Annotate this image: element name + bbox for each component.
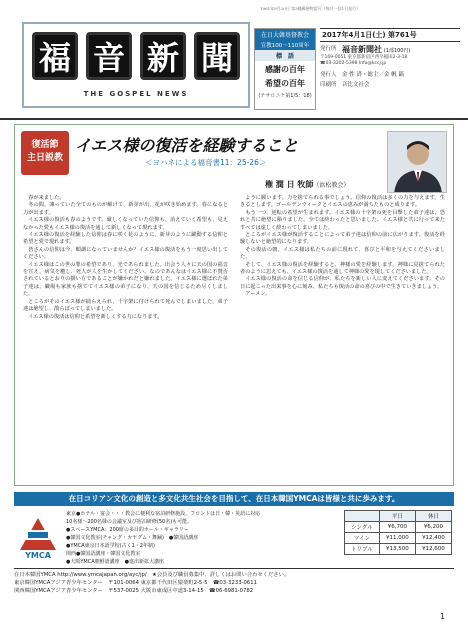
paragraph: イエス様はこの世の罪の希望であり、光であられました。出会う人々に天の国の福音を宣え、病気を癒し、死人が人を生かしてください。なのであんなはイエス様に不賛否されているとおりの掛い方であることが嫌かれだと嫌れました。イエス様に選ばれた弟子達は、職場も家族も捨ててイエス様の弟子になり、天の国を信じるため尽くしました。 — [23, 261, 228, 298]
theme-slogan2: 希望の百年 — [265, 79, 305, 88]
theme-ref: (テサロニケ第1/5：18) — [258, 93, 312, 99]
ymca-contact — [14, 568, 454, 604]
ymca-banner: 在日コリアン文化の創造と多文化共生社会を目指して、在日本韓国YMCAは皆様と共に歩みます。 — [14, 492, 454, 506]
room-type: ツイン — [345, 533, 380, 544]
publisher-phone: ☎03-3202-5398 Info@kccj.jp — [320, 61, 387, 67]
title-char-4: 聞 — [194, 32, 240, 80]
paragraph: イエス様の復活を経験した信仰は春に咲く花のように、新芽のように躍動する信仰と希望と愛で現れます。 — [23, 232, 228, 246]
price-header: 休日 — [415, 511, 451, 522]
printer-name: 音比文社会 — [342, 81, 370, 88]
service-line: 10名様～200名様の会議室及び宿泊研修(50名)も可能。 — [66, 519, 193, 525]
article-headline: イエス様の復活を経験すること — [75, 136, 299, 155]
theme-label: 標 語 — [255, 50, 315, 61]
article-column-2 — [240, 195, 445, 299]
ymca-logo-text: YMCA — [25, 551, 51, 560]
title-char-2: 音 — [86, 32, 132, 80]
price-holiday: ¥6,200 — [415, 522, 451, 533]
paragraph: アーメン。 — [245, 291, 271, 298]
contact-line: 関西韓国YMCAアジア青少年センター 〒537-0025 大阪市東成区中道3-14-15 ☎06-6981-0782 — [14, 588, 254, 594]
room-type: トリプル — [345, 544, 380, 555]
paragraph: 冬の間、凍っていた全てのものが解けて、新芽が出、花が咲き始めます。春になると力が出ます。 — [23, 202, 228, 216]
theme-line2: 宣教100〜110周年 — [255, 40, 315, 50]
price-header — [345, 511, 380, 522]
publisher-note: (1部100円) — [383, 48, 411, 54]
service-line: 関西●韓国語講座・韓国文化教室 — [66, 551, 141, 557]
issue-date: 2017年4月1日(土) 第761号 — [320, 28, 460, 42]
paragraph: 春が来ました。 — [28, 195, 65, 201]
editor-name: 金 性 済・総主／金 帆 鎬 — [342, 71, 404, 78]
registration-line: 1961年9月20日 第3種郵便物認可（毎月一回1日発行） — [260, 6, 361, 11]
newspaper-title — [32, 32, 240, 82]
paragraph: ところがそのイエス様が捕らえられ、十字架に付けられて死んでしまいました。弟子達は絶望し、散らばってしまいました。 — [23, 298, 228, 313]
room-price-table — [344, 510, 452, 555]
ymca-services — [66, 510, 326, 566]
service-line: ●大阪YMCA朝鮮語講座 ●進出新拡大講座 — [66, 559, 165, 565]
article-column-1 — [23, 195, 228, 321]
paragraph: 皆さんの信仰は今、順調になっていませんか？イエス様の復活をもう一度思い出してください。 — [23, 246, 228, 261]
theme-slogan1: 感謝の百年 — [265, 65, 305, 74]
room-type: シングル — [345, 522, 380, 533]
author-name-text: 権 潤 日 牧師 — [265, 179, 314, 189]
service-line: ●スペースYMCA：200席の多目的ホール・ギャラリー — [66, 527, 189, 533]
contact-line: 在日本韓国YMCA http://www.ymcajapan.org/ayc/jp/ ★会員及び職員募集中、詳しくはお問い合わせください。 — [14, 572, 290, 578]
table-row — [345, 544, 452, 555]
contact-line: 東京韓国YMCAアジア青少年センター 〒101-0064 東京都千代田区猿楽町2-5-5 ☎03-3233-0611 — [14, 580, 257, 586]
author-church: （浜松教会） — [313, 182, 350, 189]
editor-label: 発行人 — [320, 71, 337, 78]
publisher-label: 発行所 — [320, 46, 337, 52]
masthead — [10, 12, 458, 120]
sermon-article — [14, 124, 454, 486]
sermon-badge — [21, 131, 69, 175]
author-photo — [387, 131, 447, 193]
table-row — [345, 522, 452, 533]
paragraph: イエス様の復活は信仰と希望を新しくする力になります。 — [28, 313, 163, 320]
paragraph: イエス様の復活の命を信じる信仰が、私たちを新しい人に変えてくださいます。その日に起こった出来事を心に刻み、私たちも復活の命の喜びの中で生きていきましょう。 — [240, 276, 445, 290]
theme-line1: 在日大韓基督教会 — [255, 29, 315, 40]
price-weekday: ¥11,000 — [379, 533, 415, 544]
price-weekday: ¥6,700 — [379, 522, 415, 533]
badge-line2: 主日説教 — [26, 153, 63, 163]
service-line: ●YMCA東京日本語学校(古く1・2年制) — [66, 543, 155, 549]
paragraph: ように願います。力を捨てられる事でしょう。信仰の復活は多くの力を与えます。生きるとします。ゴールデンウィークとイエスの恵みが満ちたものと成ります。 — [240, 195, 445, 209]
service-line: 東京●ホテル・宴会・・・教会に便利な宿泊研修施設、フロントは日・韓・英語に対応 — [66, 511, 261, 517]
publisher-name: 福音新聞社 — [342, 45, 382, 54]
title-char-1: 福 — [32, 32, 78, 80]
paragraph: イエス様の復活も春のようです。厳しくなっていた信仰も、消えていく希望も、見えなかった愛もイエス様の復活を通して新しくなって現れます。 — [23, 217, 228, 231]
price-header: 平日 — [379, 511, 415, 522]
author-name — [265, 179, 349, 190]
badge-line1: 復活節 — [31, 140, 59, 150]
newspaper-subtitle: THE GOSPEL NEWS — [83, 90, 189, 98]
paragraph: ところがイエス様が復活することによって弟子達は信仰の前に広がります。復活を経験しないと絶望的になります。 — [240, 232, 445, 246]
price-holiday: ¥12,400 — [415, 533, 451, 544]
paragraph: もう一つ、逆転の希望が生まれます。イエス様の十字架の死を目撃した弟子達は、恐れと共に絶望に陥りました。全ては終わったと思いました。イエス様と共に行って来たすべては虚しく終わってしまいました。 — [240, 209, 445, 231]
publisher-address: 〒169-0051 東京都新宿区西早稲田2-3-18 — [320, 55, 408, 60]
ymca-logo — [18, 516, 58, 560]
table-row — [345, 533, 452, 544]
masthead-divider — [0, 118, 468, 120]
service-line: ●韓国文化教室(チャング・カヤグム・舞踊) ●韓国語講座 — [66, 535, 199, 541]
paragraph: その復活の朝、イエス様は私たちの前に現れて、喜びと平和を与えてくださいました。 — [240, 246, 445, 261]
page-number: 1 — [440, 612, 446, 621]
price-holiday: ¥12,600 — [415, 544, 451, 555]
title-char-3: 新 — [140, 32, 186, 80]
printer-label: 印刷所 — [320, 81, 337, 88]
issue-info — [320, 28, 460, 88]
theme-box — [254, 28, 316, 110]
price-weekday: ¥13,500 — [379, 544, 415, 555]
paragraph: そして、イエス様の復活を経験すると、神様の愛を経験します。神様に見捨てられた者のように思えても、イエス様の復活を通して神様の愛を現してくださいました。 — [240, 261, 445, 276]
scripture-reference: ＜ヨハネによる福音書11：25-26＞ — [145, 158, 267, 167]
